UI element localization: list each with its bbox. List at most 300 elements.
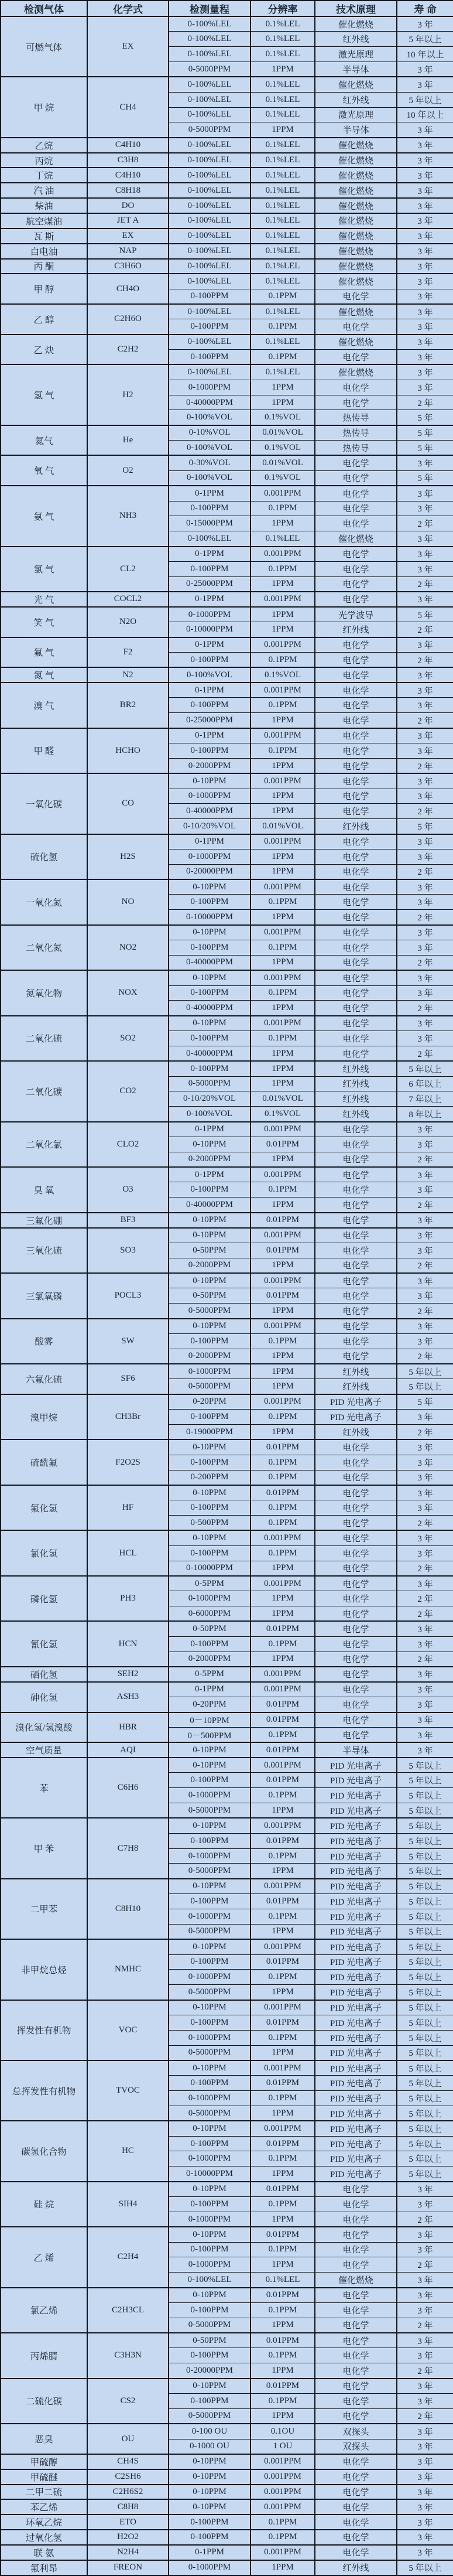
range-cell: 0-5000PPM <box>169 122 250 138</box>
table-row <box>1 486 453 501</box>
resolution-cell: 0.1PPM <box>250 1909 315 1924</box>
principle-cell: 电化学 <box>315 652 397 667</box>
range-cell: 0-10000PPM <box>169 1561 250 1576</box>
principle-cell: 催化燃烧 <box>315 2273 397 2288</box>
gas-name-cell: 笑 气 <box>1 607 87 637</box>
table-row <box>1 1319 453 1334</box>
formula-cell: CO2 <box>87 1061 169 1121</box>
gas-name-cell: 氯化氢 <box>1 1530 87 1576</box>
resolution-cell: 0.01PPM <box>250 1742 315 1758</box>
lifespan-cell: 2 年 <box>397 1561 453 1576</box>
principle-cell: PID 光电离子 <box>315 2060 397 2076</box>
principle-cell: PID 光电离子 <box>315 2106 397 2121</box>
gas-name-cell: 丙 酮 <box>1 259 87 274</box>
principle-cell: 电化学 <box>315 789 397 804</box>
col-header-principle: 技术原理 <box>315 1 397 16</box>
formula-cell: CH4O <box>87 274 169 304</box>
range-cell: 0-100PPM <box>169 652 250 667</box>
resolution-cell: 1PPM <box>250 758 315 773</box>
lifespan-cell: 3 年 <box>397 879 453 895</box>
range-cell: 0-50PPM <box>169 1621 250 1636</box>
lifespan-cell: 5 年以上 <box>397 32 453 47</box>
range-cell: 0-5000PPM <box>169 62 250 77</box>
lifespan-cell: 7 年以上 <box>397 1091 453 1107</box>
lifespan-cell: 2 年 <box>397 804 453 819</box>
range-cell: 0-100%LEL <box>169 335 250 350</box>
principle-cell: 电化学 <box>315 547 397 562</box>
range-cell: 0-25000PPM <box>169 576 250 592</box>
principle-cell: PID 光电离子 <box>315 1394 397 1410</box>
formula-cell: H2S <box>87 834 169 880</box>
gas-name-cell: 硅 烷 <box>1 2182 87 2227</box>
resolution-cell: 0.1PPM <box>250 319 315 335</box>
lifespan-cell: 3 年 <box>397 198 453 213</box>
principle-cell: 催化燃烧 <box>315 153 397 168</box>
lifespan-cell: 3 年 <box>397 2288 453 2303</box>
lifespan-cell: 3 年 <box>397 244 453 259</box>
resolution-cell: 0.01PPM <box>250 1213 315 1228</box>
range-cell: 0-1PPM <box>169 592 250 607</box>
lifespan-cell: 5 年以上 <box>397 1758 453 1773</box>
principle-cell: 电化学 <box>315 1228 397 1243</box>
resolution-cell: 0.001PPM <box>250 879 315 895</box>
resolution-cell: 0.1%VOL <box>250 441 315 456</box>
principle-cell: 电化学 <box>315 728 397 743</box>
principle-cell: 电化学 <box>315 501 397 516</box>
lifespan-cell: 2 年 <box>397 1258 453 1273</box>
principle-cell: 电化学 <box>315 1621 397 1636</box>
range-cell: 0-5000PPM <box>169 1803 250 1818</box>
resolution-cell: 0.001PPM <box>250 2485 315 2500</box>
gas-name-cell: 乙烷 <box>1 138 87 153</box>
principle-cell: 电化学 <box>315 849 397 864</box>
formula-cell: HCL <box>87 1530 169 1576</box>
range-cell: 0-10PPM <box>169 1879 250 1894</box>
formula-cell: NOX <box>87 970 169 1016</box>
resolution-cell: 0.1PPM <box>250 743 315 759</box>
lifespan-cell: 3 年 <box>397 1682 453 1697</box>
resolution-cell: 1PPM <box>250 849 315 864</box>
resolution-cell: 1PPM <box>250 1591 315 1606</box>
lifespan-cell: 3 年 <box>397 228 453 244</box>
resolution-cell: 0.01PPM <box>250 1712 315 1728</box>
formula-cell: NO2 <box>87 925 169 971</box>
resolution-cell: 0.1PPM <box>250 1788 315 1803</box>
lifespan-cell: 3 年 <box>397 1712 453 1728</box>
resolution-cell: 0.1%LEL <box>250 168 315 183</box>
principle-cell: 电化学 <box>315 1530 397 1545</box>
gas-name-cell: 瓦 斯 <box>1 228 87 244</box>
resolution-cell: 0.001PPM <box>250 773 315 789</box>
gas-name-cell: 硫酰氟 <box>1 1439 87 1485</box>
principle-cell: 电化学 <box>315 486 397 501</box>
lifespan-cell: 5 年 <box>397 410 453 425</box>
table-row <box>1 2060 453 2076</box>
range-cell: 0-10PPM <box>169 2288 250 2303</box>
range-cell: 0-100PPM <box>169 2348 250 2363</box>
lifespan-cell: 5 年以上 <box>397 1364 453 1379</box>
resolution-cell: 0.001PPM <box>250 1394 315 1410</box>
principle-cell: 电化学 <box>315 955 397 970</box>
principle-cell: 催化燃烧 <box>315 274 397 289</box>
range-cell: 0-1PPM <box>169 486 250 501</box>
range-cell: 0-20PPM <box>169 1697 250 1712</box>
table-row <box>1 2379 453 2394</box>
resolution-cell: 0.1%LEL <box>250 16 315 32</box>
principle-cell: PID 光电离子 <box>315 2030 397 2045</box>
principle-cell: 电化学 <box>315 667 397 683</box>
resolution-cell: 1PPM <box>250 1349 315 1364</box>
principle-cell: 电化学 <box>315 2257 397 2273</box>
table-row <box>1 1818 453 1833</box>
gas-name-cell: 乙 烯 <box>1 2227 87 2287</box>
table-row <box>1 1439 453 1455</box>
gas-name-cell: 溴 气 <box>1 683 87 728</box>
resolution-cell: 1PPM <box>250 1924 315 1939</box>
gas-name-cell: 一氧化氮 <box>1 879 87 925</box>
principle-cell: 电化学 <box>315 1576 397 1591</box>
principle-cell: 电化学 <box>315 2363 397 2379</box>
range-cell: 0-10PPM <box>169 2000 250 2015</box>
resolution-cell: 1PPM <box>250 607 315 622</box>
lifespan-cell: 5 年以上 <box>397 1803 453 1818</box>
range-cell: 0-30%VOL <box>169 455 250 470</box>
lifespan-cell: 3 年 <box>397 1182 453 1197</box>
gas-name-cell: 甲 烷 <box>1 77 87 137</box>
gas-name-cell: 乙 炔 <box>1 335 87 365</box>
resolution-cell: 0.001PPM <box>250 728 315 743</box>
gas-name-cell: 臭 氧 <box>1 1167 87 1213</box>
principle-cell: PID 光电离子 <box>315 2076 397 2091</box>
lifespan-cell: 3 年 <box>397 62 453 77</box>
resolution-cell: 1PPM <box>250 380 315 395</box>
table-row <box>1 2227 453 2242</box>
table-row <box>1 153 453 168</box>
range-cell: 0-10PPM <box>169 2121 250 2136</box>
lifespan-cell: 2 年 <box>397 395 453 410</box>
principle-cell: 电化学 <box>315 1455 397 1470</box>
table-row <box>1 2469 453 2485</box>
lifespan-cell: 5 年以上 <box>397 1379 453 1394</box>
table-row <box>1 879 453 895</box>
principle-cell: 热传导 <box>315 425 397 441</box>
lifespan-cell: 5 年 <box>397 607 453 622</box>
principle-cell: 电化学 <box>315 2182 397 2197</box>
range-cell: 0-10PPM <box>169 2469 250 2485</box>
resolution-cell: 0.1%LEL <box>250 259 315 274</box>
formula-cell: VOC <box>87 2000 169 2060</box>
table-row <box>1 1939 453 1954</box>
principle-cell: 半导体 <box>315 122 397 138</box>
principle-cell: 催化燃烧 <box>315 183 397 198</box>
gas-name-cell: 硫化氢 <box>1 834 87 880</box>
resolution-cell: 1PPM <box>250 395 315 410</box>
lifespan-cell: 3 年 <box>397 1500 453 1516</box>
resolution-cell: 1PPM <box>250 1304 315 1319</box>
lifespan-cell: 5 年 <box>397 470 453 486</box>
range-cell: 0-5PPM <box>169 1667 250 1682</box>
range-cell: 0-1000PPM <box>169 2212 250 2227</box>
lifespan-cell: 5 年以上 <box>397 2076 453 2091</box>
formula-cell: C4H10 <box>87 138 169 153</box>
gas-name-cell: 碳氢化合物 <box>1 2121 87 2181</box>
principle-cell: 电化学 <box>315 2379 397 2394</box>
lifespan-cell: 3 年 <box>397 561 453 576</box>
lifespan-cell: 3 年 <box>397 486 453 501</box>
table-row <box>1 455 453 470</box>
resolution-cell: 1PPM <box>250 2166 315 2182</box>
lifespan-cell: 5 年 <box>397 1394 453 1410</box>
principle-cell: 电化学 <box>315 1349 397 1364</box>
principle-cell: 电化学 <box>315 2454 397 2469</box>
lifespan-cell: 5 年以上 <box>397 1833 453 1848</box>
table-row <box>1 168 453 183</box>
range-cell: 0-19000PPM <box>169 1424 250 1439</box>
range-cell: 0-100%LEL <box>169 107 250 122</box>
resolution-cell: 0.001PPM <box>250 1319 315 1334</box>
principle-cell: 电化学 <box>315 879 397 895</box>
range-cell: 0-100PPM <box>169 1333 250 1349</box>
lifespan-cell: 5 年以上 <box>397 1939 453 1954</box>
range-cell: 0-100%LEL <box>169 244 250 259</box>
range-cell: 0-100PPM <box>169 2015 250 2030</box>
principle-cell: 催化燃烧 <box>315 138 397 153</box>
range-cell: 0-1000PPM <box>169 2560 250 2575</box>
principle-cell: 电化学 <box>315 1273 397 1288</box>
gas-name-cell: 硒化氢 <box>1 1667 87 1682</box>
range-cell: 0-100PPM <box>169 1031 250 1046</box>
table-row <box>1 364 453 380</box>
range-cell: 0-100%LEL <box>169 304 250 319</box>
lifespan-cell: 2 年 <box>397 1606 453 1622</box>
principle-cell: PID 光电离子 <box>315 2015 397 2030</box>
resolution-cell: 1PPM <box>250 713 315 728</box>
lifespan-cell: 3 年 <box>397 1137 453 1152</box>
formula-cell: C3H8 <box>87 153 169 168</box>
formula-cell: JET A <box>87 213 169 228</box>
lifespan-cell: 3 年 <box>397 970 453 985</box>
lifespan-cell: 3 年 <box>397 1319 453 1334</box>
range-cell: 0-5000PPM <box>169 1379 250 1394</box>
range-cell: 0-100PPM <box>169 2242 250 2257</box>
resolution-cell: 0.1PPM <box>250 1848 315 1864</box>
lifespan-cell: 2 年 <box>397 2257 453 2273</box>
principle-cell: 电化学 <box>315 576 397 592</box>
lifespan-cell: 5 年以上 <box>397 1061 453 1076</box>
resolution-cell: 1PPM <box>250 1424 315 1439</box>
range-cell: 0-1000PPM <box>169 849 250 864</box>
range-cell: 0-10/20%VOL <box>169 819 250 834</box>
gas-name-cell: 环氧乙烷 <box>1 2514 87 2530</box>
lifespan-cell: 3 年 <box>397 985 453 1001</box>
principle-cell: 电化学 <box>315 1197 397 1213</box>
range-cell: 0-1000PPM <box>169 1364 250 1379</box>
lifespan-cell: 5 年以上 <box>397 1788 453 1803</box>
resolution-cell: 0.001PPM <box>250 2545 315 2560</box>
range-cell: 0-1PPM <box>169 683 250 698</box>
lifespan-cell: 3 年 <box>397 2242 453 2257</box>
resolution-cell: 0.1PPM <box>250 1636 315 1652</box>
gas-name-cell: 氟 气 <box>1 637 87 668</box>
range-cell: 0-100%LEL <box>169 2273 250 2288</box>
gas-name-cell: 氯乙烯 <box>1 2288 87 2333</box>
principle-cell: PID 光电离子 <box>315 2091 397 2106</box>
table-row <box>1 2000 453 2015</box>
range-cell: 0-10PPM <box>169 2379 250 2394</box>
formula-cell: OU <box>87 2424 169 2454</box>
lifespan-cell: 2 年 <box>397 652 453 667</box>
resolution-cell: 0.1%LEL <box>250 213 315 228</box>
resolution-cell: 0.1PPM <box>250 1410 315 1425</box>
gas-name-cell: 氰化氢 <box>1 1621 87 1667</box>
formula-cell: HCN <box>87 1621 169 1667</box>
range-cell: 0-10PPM <box>169 2499 250 2514</box>
range-cell: 0-100PPM <box>169 1061 250 1076</box>
range-cell: 0-10PPM <box>169 970 250 985</box>
resolution-cell: 0.1PPM <box>250 2242 315 2257</box>
principle-cell: PID 光电离子 <box>315 2166 397 2182</box>
resolution-cell: 1PPM <box>250 2045 315 2060</box>
formula-cell: EX <box>87 228 169 244</box>
table-row <box>1 16 453 32</box>
formula-cell: CL2 <box>87 547 169 592</box>
table-row <box>1 547 453 562</box>
range-cell: 0-1PPM <box>169 547 250 562</box>
range-cell: 0-100PPM <box>169 1954 250 1970</box>
principle-cell: 双探头 <box>315 2424 397 2439</box>
resolution-cell: 0.1PPM <box>250 1031 315 1046</box>
principle-cell: 电化学 <box>315 1485 397 1500</box>
principle-cell: 电化学 <box>315 2545 397 2560</box>
lifespan-cell: 3 年 <box>397 138 453 153</box>
table-row <box>1 683 453 698</box>
range-cell: 0-100PPM <box>169 1773 250 1788</box>
range-cell: 0-100%LEL <box>169 138 250 153</box>
resolution-cell: 1PPM <box>250 122 315 138</box>
range-cell: 0-40000PPM <box>169 395 250 410</box>
lifespan-cell: 2 年 <box>397 955 453 970</box>
principle-cell: PID 光电离子 <box>315 1864 397 1879</box>
gas-name-cell: 二甲二硫 <box>1 2485 87 2500</box>
lifespan-cell: 2 年 <box>397 622 453 637</box>
lifespan-cell: 5 年以上 <box>397 1909 453 1924</box>
principle-cell: 红外线 <box>315 1076 397 1091</box>
gas-name-cell: 丙烷 <box>1 153 87 168</box>
range-cell: 0-20000PPM <box>169 2363 250 2379</box>
lifespan-cell: 3 年 <box>397 183 453 198</box>
range-cell: 0-100PPM <box>169 1500 250 1516</box>
lifespan-cell: 3 年 <box>397 2485 453 2500</box>
gas-name-cell: 乙 醇 <box>1 304 87 335</box>
gas-name-cell: 甲 醇 <box>1 274 87 304</box>
table-row <box>1 607 453 622</box>
lifespan-cell: 3 年 <box>397 1410 453 1425</box>
lifespan-cell: 3 年 <box>397 925 453 940</box>
resolution-cell: 0.1%VOL <box>250 410 315 425</box>
resolution-cell: 0.01PPM <box>250 1485 315 1500</box>
lifespan-cell: 3 年 <box>397 1333 453 1349</box>
lifespan-cell: 5 年 <box>397 819 453 834</box>
principle-cell: 电化学 <box>315 713 397 728</box>
table-row <box>1 2424 453 2439</box>
resolution-cell: 0.1PPM <box>250 2393 315 2408</box>
principle-cell: 电化学 <box>315 1319 397 1334</box>
lifespan-cell: 3 年 <box>397 940 453 955</box>
lifespan-cell: 3 年 <box>397 455 453 470</box>
resolution-cell: 0.01PPM <box>250 1137 315 1152</box>
lifespan-cell: 5 年以上 <box>397 2030 453 2045</box>
lifespan-cell: 3 年 <box>397 1485 453 1500</box>
gas-name-cell: 丁烷 <box>1 168 87 183</box>
principle-cell: 催化燃烧 <box>315 335 397 350</box>
table-row <box>1 2545 453 2560</box>
range-cell: 0-100%LEL <box>169 77 250 92</box>
range-cell: 0-100%VOL <box>169 441 250 456</box>
lifespan-cell: 3 年 <box>397 2227 453 2242</box>
resolution-cell: 0.1PPM <box>250 2530 315 2545</box>
lifespan-cell: 3 年 <box>397 304 453 319</box>
lifespan-cell: 2 年 <box>397 2318 453 2333</box>
resolution-cell: 1PPM <box>250 1364 315 1379</box>
lifespan-cell: 3 年 <box>397 592 453 607</box>
principle-cell: PID 光电离子 <box>315 2121 397 2136</box>
table-row <box>1 1621 453 1636</box>
resolution-cell: 0.001PPM <box>250 2060 315 2076</box>
principle-cell: 红外线 <box>315 1061 397 1076</box>
resolution-cell: 1PPM <box>250 62 315 77</box>
range-cell: 0-1000PPM <box>169 789 250 804</box>
range-cell: 0-1PPM <box>169 834 250 849</box>
gas-name-cell: 氮氧化物 <box>1 970 87 1016</box>
lifespan-cell: 3 年 <box>397 1727 453 1742</box>
range-cell: 0-5000PPM <box>169 2318 250 2333</box>
lifespan-cell: 3 年 <box>397 1213 453 1228</box>
principle-cell: 电化学 <box>315 758 397 773</box>
resolution-cell: 0.001PPM <box>250 683 315 698</box>
lifespan-cell: 3 年 <box>397 1667 453 1682</box>
resolution-cell: 1PPM <box>250 2363 315 2379</box>
principle-cell: PID 光电离子 <box>315 1939 397 1954</box>
formula-cell: C2H6O <box>87 304 169 335</box>
principle-cell: 电化学 <box>315 1258 397 1273</box>
range-cell: 0-100PPM <box>169 743 250 759</box>
lifespan-cell: 3 年 <box>397 531 453 547</box>
principle-cell: 催化燃烧 <box>315 77 397 92</box>
principle-cell: 电化学 <box>315 970 397 985</box>
lifespan-cell: 3 年 <box>397 2454 453 2469</box>
resolution-cell: 0.01PPM <box>250 2015 315 2030</box>
principle-cell: 电化学 <box>315 319 397 335</box>
range-cell: 0-1PPM <box>169 1167 250 1182</box>
range-cell: 0-15000PPM <box>169 516 250 531</box>
formula-cell: N2 <box>87 667 169 683</box>
formula-cell: FREON <box>87 2560 169 2575</box>
principle-cell: 催化燃烧 <box>315 531 397 547</box>
range-cell: 0-1000PPM <box>169 607 250 622</box>
principle-cell: 红外线 <box>315 1364 397 1379</box>
formula-cell: He <box>87 425 169 456</box>
resolution-cell: 0.01%VOL <box>250 425 315 441</box>
principle-cell: 电化学 <box>315 1606 397 1622</box>
lifespan-cell: 3 年 <box>397 1167 453 1182</box>
principle-cell: 电化学 <box>315 698 397 713</box>
lifespan-cell: 10 年以上 <box>397 107 453 122</box>
lifespan-cell: 3 年 <box>397 153 453 168</box>
range-cell: 0-1000PPM <box>169 1970 250 1985</box>
range-cell: 0-10PPM <box>169 1742 250 1758</box>
resolution-cell: 0.1PPM <box>250 2151 315 2166</box>
table-row <box>1 1273 453 1288</box>
